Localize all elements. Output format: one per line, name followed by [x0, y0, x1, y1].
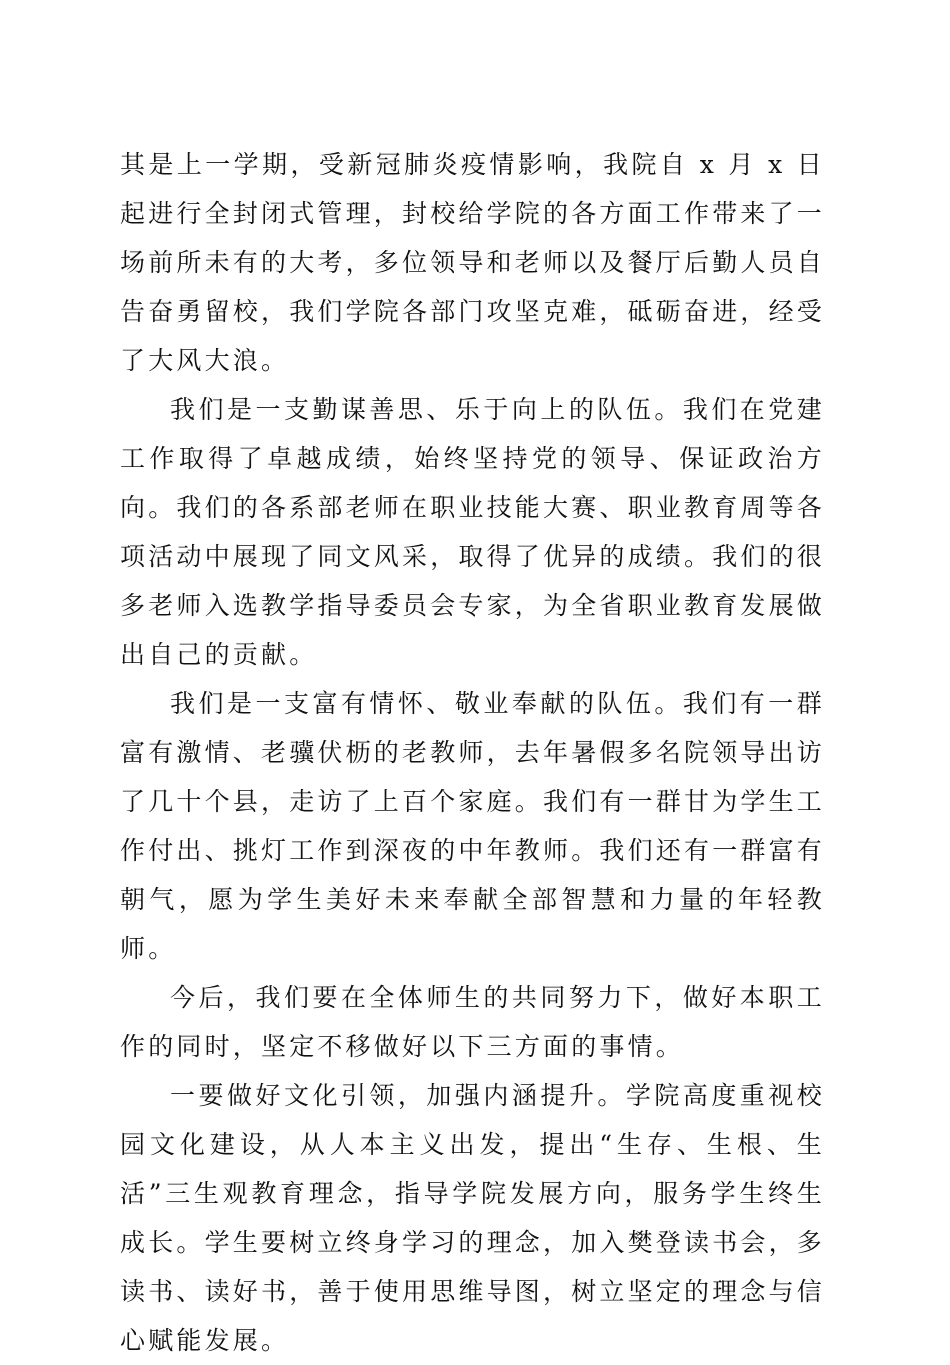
paragraph-continuation: 其是上一学期，受新冠肺炎疫情影响，我院自 x 月 x 日起进行全封闭式管理，封校给学院的各方面工作带来了一场前所未有的大考，多位领导和老师以及餐厅后勤人员自告奋勇留校，我们学院各部门攻坚克难，砥砺奋进，经受了大风大浪。: [120, 150, 826, 375]
document-body: [120, 140, 825, 1365]
paragraph-team-dedication: 我们是一支富有情怀、敬业奉献的队伍。我们有一群富有激情、老骥伏枥的老教师，去年暑假多名院领导出访了几十个县，走访了上百个家庭。我们有一群甘为学生工作付出、挑灯工作到深夜的中年教师。我们还有一群富有朝气，愿为学生美好未来奉献全部智慧和力量的年轻教师。: [120, 689, 826, 963]
paragraph-team-strategy: 我们是一支勤谋善思、乐于向上的队伍。我们在党建工作取得了卓越成绩，始终坚持党的领导、保证政治方向。我们的各系部老师在职业技能大赛、职业教育周等各项活动中展现了同文风采，取得了优异的成绩。我们的很多老师入选教学指导委员会专家，为全省职业教育发展做出自己的贡献。: [120, 395, 826, 669]
paragraph-culture-guidance: 一要做好文化引领，加强内涵提升。学院高度重视校园文化建设，从人本主义出发，提出“生存、生根、生活”三生观教育理念，指导学院发展方向，服务学生终生成长。学生要树立终身学习的理念，加入樊登读书会，多读书、读好书，善于使用思维导图，树立坚定的理念与信心赋能发展。: [120, 1081, 826, 1355]
paragraph-future-plan: 今后，我们要在全体师生的共同努力下，做好本职工作的同时，坚定不移做好以下三方面的事情。: [120, 983, 825, 1061]
